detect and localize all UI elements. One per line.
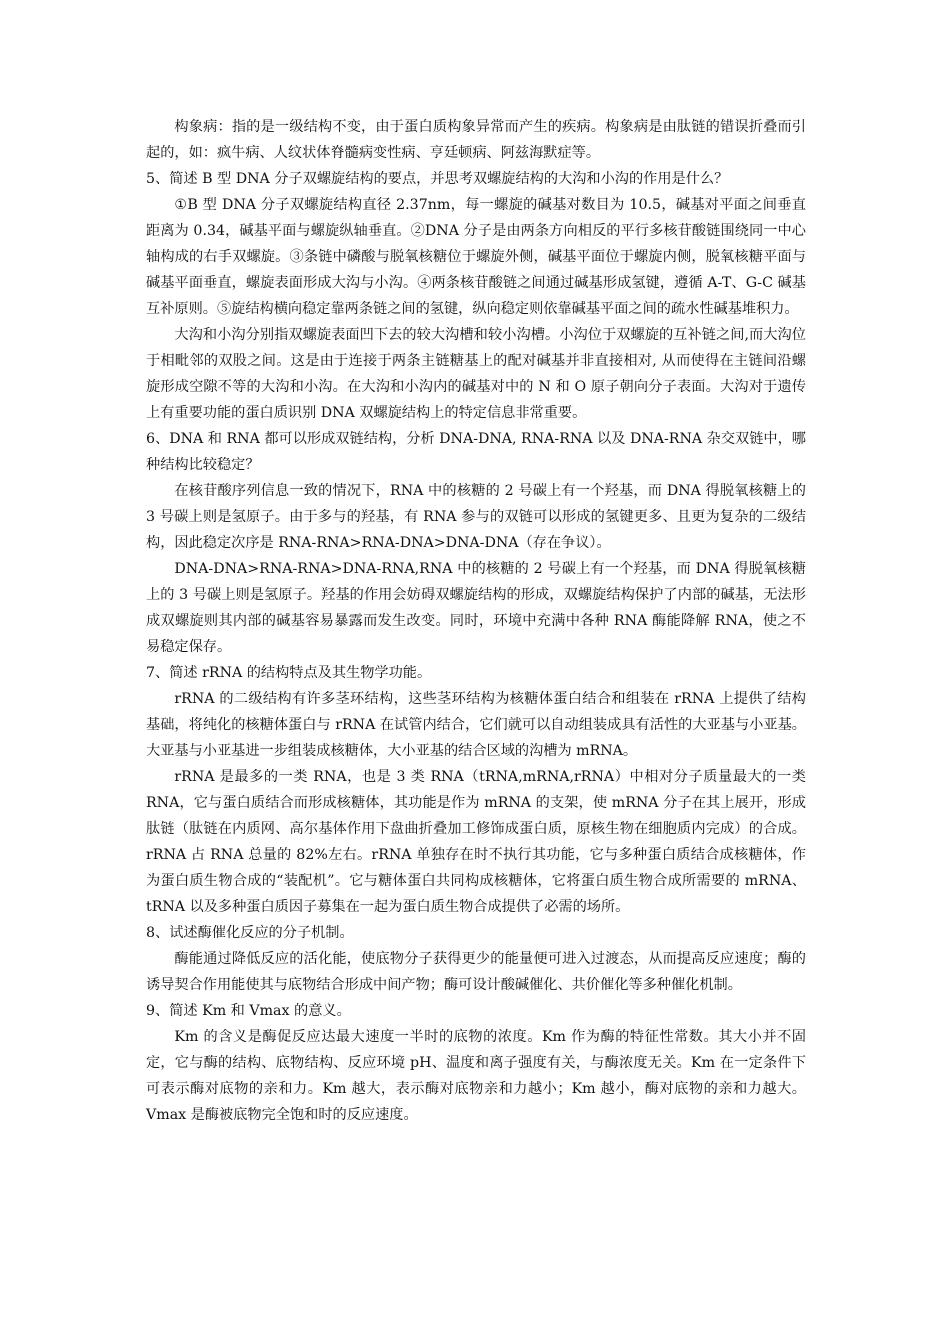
answer-7-part-1: rRNA 的二级结构有许多茎环结构，这些茎环结构为核糖体蛋白结合和组装在 rRNA 上提供了结构基础，将纯化的核糖体蛋白与 rRNA 在试管内结合，它们就可以自动组装成具有活性的大亚基与小亚基。大亚基与小亚基进一步组装成核糖体，大小亚基的结合区域的沟槽为 mRNA。 xyxy=(146,691,806,759)
question-5: 5、简述 B 型 DNA 分子双螺旋结构的要点，并思考双螺旋结构的大沟和小沟的作用是什么？ xyxy=(146,171,729,187)
question-8: 8、试述酶催化反应的分子机制。 xyxy=(146,925,354,941)
answer-5-structure: ①B 型 DNA 分子双螺旋结构直径 2.37nm，每一螺旋的碱基对数目为 10.5，碱基对平面之间垂直距离为 0.34，碱基平面与螺旋纵轴垂直。②DNA 分子是由两条方向相反的平行多核苷酸链围绕同一中心轴构成的右手双螺旋。③条链中磷酸与脱氧核糖位于螺旋外侧，碱基平面位于螺旋内侧，脱氧核糖平面与碱基平面垂直，螺旋表面形成大沟与小沟。④两条核苷酸链之间通过碱基形成氢键，遵循 A-T、G-C 碱基互补原则。⑤旋结构横向稳定靠两条链之间的氢键，纵向稳定则依靠碱基平面之间的疏水性碱基堆积力。 xyxy=(146,197,806,317)
answer-8: 酶能通过降低反应的活化能，使底物分子获得更少的能量便可进入过渡态，从而提高反应速度；酶的诱导契合作用能使其与底物结合形成中间产物；酶可设计酸碱催化、共价催化等多种催化机制。 xyxy=(146,951,806,993)
document-page xyxy=(146,114,806,1128)
paragraph-conformational-disease: 构象病：指的是一级结构不变，由于蛋白质构象异常而产生的疾病。构象病是由肽链的错误折叠而引起的，如：疯牛病、人纹状体脊髓病变性病、亨廷顿病、阿兹海默症等。 xyxy=(146,119,806,161)
answer-6-part-1: 在核苷酸序列信息一致的情况下，RNA 中的核糖的 2 号碳上有一个羟基，而 DNA 得脱氧核糖上的 3 号碳上则是氢原子。由于多与的羟基，有 RNA 参与的双链可以形成的氢键更多、且更为复杂的二级结构，因此稳定次序是 RNA-RNA>RNA-DNA>DNA-DNA（存在争议）。 xyxy=(146,483,806,551)
answer-6-part-2: DNA-DNA>RNA-RNA>DNA-RNA,RNA 中的核糖的 2 号碳上有一个羟基，而 DNA 得脱氧核糖上的 3 号碳上则是氢原子。羟基的作用会妨碍双螺旋结构的形成，双螺旋结构保护了内部的碱基，无法形成双螺旋则其内部的碱基容易暴露而发生改变。同时，环境中充满中各种 RNA 酶能降解 RNA，使之不易稳定保存。 xyxy=(146,561,806,655)
answer-9: Km 的含义是酶促反应达最大速度一半时的底物的浓度。Km 作为酶的特征性常数。其大小并不固定，它与酶的结构、底物结构、反应环境 pH、温度和离子强度有关，与酶浓度无关。Km 在一定条件下可表示酶对底物的亲和力。Km 越大，表示酶对底物亲和力越小；Km 越小，酶对底物的亲和力越大。Vmax 是酶被底物完全饱和时的反应速度。 xyxy=(146,1029,806,1123)
question-6: 6、DNA 和 RNA 都可以形成双链结构，分析 DNA-DNA, RNA-RNA 以及 DNA-RNA 杂交双链中，哪种结构比较稳定？ xyxy=(146,431,806,473)
answer-7-part-2: rRNA 是最多的一类 RNA，也是 3 类 RNA（tRNA,mRNA,rRNA）中相对分子质量最大的一类 RNA，它与蛋白质结合而形成核糖体，其功能是作为 mRNA 的支架，使 mRNA 分子在其上展开，形成肽链（肽链在内质网、高尔基体作用下盘曲折叠加工修饰成蛋白质，原核生物在细胞质内完成）的合成。rRNA 占 RNA 总量的 82%左右。rRNA 单独存在时不执行其功能，它与多种蛋白质结合成核糖体，作为蛋白质生物合成的“装配机”。它与糖体蛋白共同构成核糖体，它将蛋白质生物合成所需要的 mRNA、tRNA 以及多种蛋白质因子募集在一起为蛋白质生物合成提供了必需的场所。 xyxy=(146,769,806,915)
question-9: 9、简述 Km 和 Vmax 的意义。 xyxy=(146,1003,351,1019)
question-7: 7、简述 rRNA 的结构特点及其生物学功能。 xyxy=(146,665,432,681)
answer-5-grooves: 大沟和小沟分别指双螺旋表面凹下去的较大沟槽和较小沟槽。小沟位于双螺旋的互补链之间,而大沟位于相毗邻的双股之间。这是由于连接于两条主链糖基上的配对碱基并非直接相对, 从而使得在主链间沿螺旋形成空隙不等的大沟和小沟。在大沟和小沟内的碱基对中的 N 和 O 原子朝向分子表面。大沟对于遗传上有重要功能的蛋白质识别 DNA 双螺旋结构上的特定信息非常重要。 xyxy=(146,327,806,421)
